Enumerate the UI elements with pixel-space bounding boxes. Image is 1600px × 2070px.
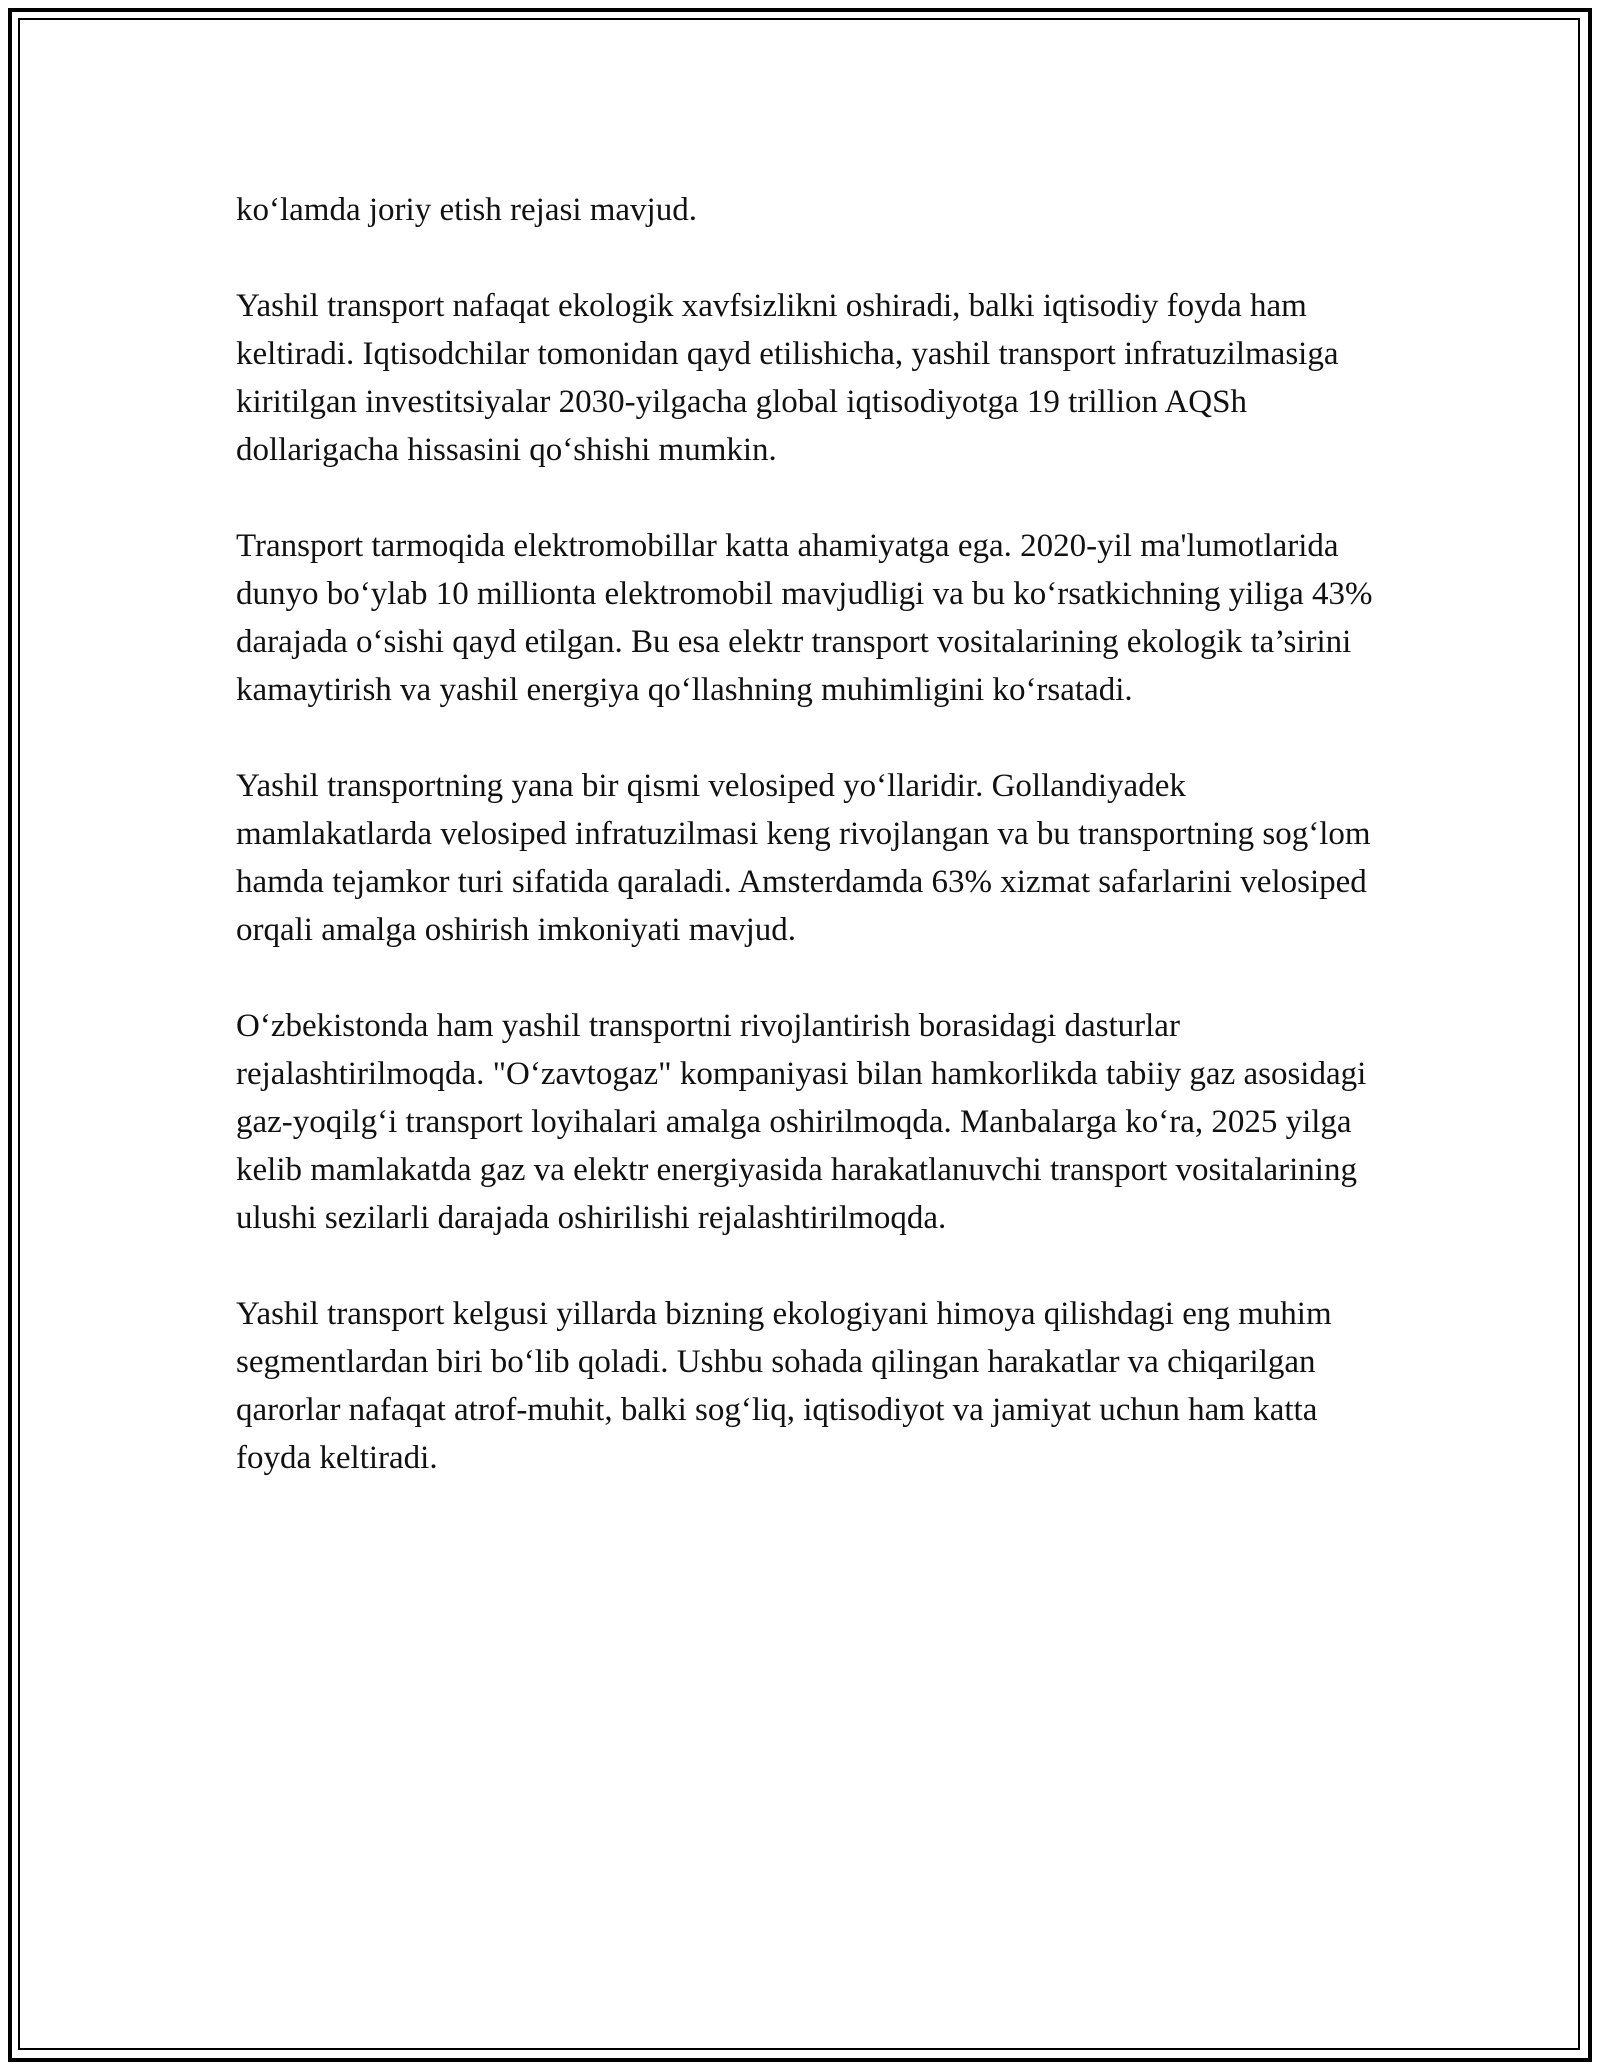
paragraph-continuation: ko‘lamda joriy etish rejasi mavjud.	[236, 192, 697, 228]
document-body	[236, 186, 1376, 1530]
paragraph-electric-vehicles: Transport tarmoqida elektromobillar katta ahamiyatga ega. 2020-yil ma'lumotlarida dunyo bo‘ylab 10 millionta elektromobil mavjudligi va bu ko‘rsatkichning yiliga 43% darajada o‘sishi qayd etilgan. Bu esa elektr transport vositalarining ekologik ta’sirini kamaytirish va yashil energiya qo‘llashning muhimligini ko‘rsatadi.	[236, 528, 1373, 708]
paragraph-bicycle-lanes: Yashil transportning yana bir qismi velosiped yo‘llaridir. Gollandiyadek mamlakatlarda velosiped infratuzilmasi keng rivojlangan va bu transportning sog‘lom hamda tejamkor turi sifatida qaraladi. Amsterdamda 63% xizmat safarlarini velosiped orqali amalga oshirish imkoniyati mavjud.	[236, 768, 1371, 948]
paragraph-economic-benefits: Yashil transport nafaqat ekologik xavfsizlikni oshiradi, balki iqtisodiy foyda ham keltiradi. Iqtisodchilar tomonidan qayd etilishicha, yashil transport infratuzilmasiga kiritilgan investitsiyalar 2030-yilgacha global iqtisodiyotga 19 trillion AQSh dollarigacha hissasini qo‘shishi mumkin.	[236, 288, 1339, 468]
paragraph-uzbekistan-programs: O‘zbekistonda ham yashil transportni rivojlantirish borasidagi dasturlar rejalashtirilmoqda. "O‘zavtogaz" kompaniyasi bilan hamkorlikda tabiiy gaz asosidagi gaz-yoqilg‘i transport loyihalari amalga oshirilmoqda. Manbalarga ko‘ra, 2025 yilga kelib mamlakatda gaz va elektr energiyasida harakatlanuvchi transport vositalarining ulushi sezilarli darajada oshirilishi rejalashtirilmoqda.	[236, 1008, 1367, 1236]
paragraph-conclusion: Yashil transport kelgusi yillarda bizning ekologiyani himoya qilishdagi eng muhim segmentlardan biri bo‘lib qoladi. Ushbu sohada qilingan harakatlar va chiqarilgan qarorlar nafaqat atrof-muhit, balki sog‘liq, iqtisodiyot va jamiyat uchun ham katta foyda keltiradi.	[236, 1296, 1332, 1476]
